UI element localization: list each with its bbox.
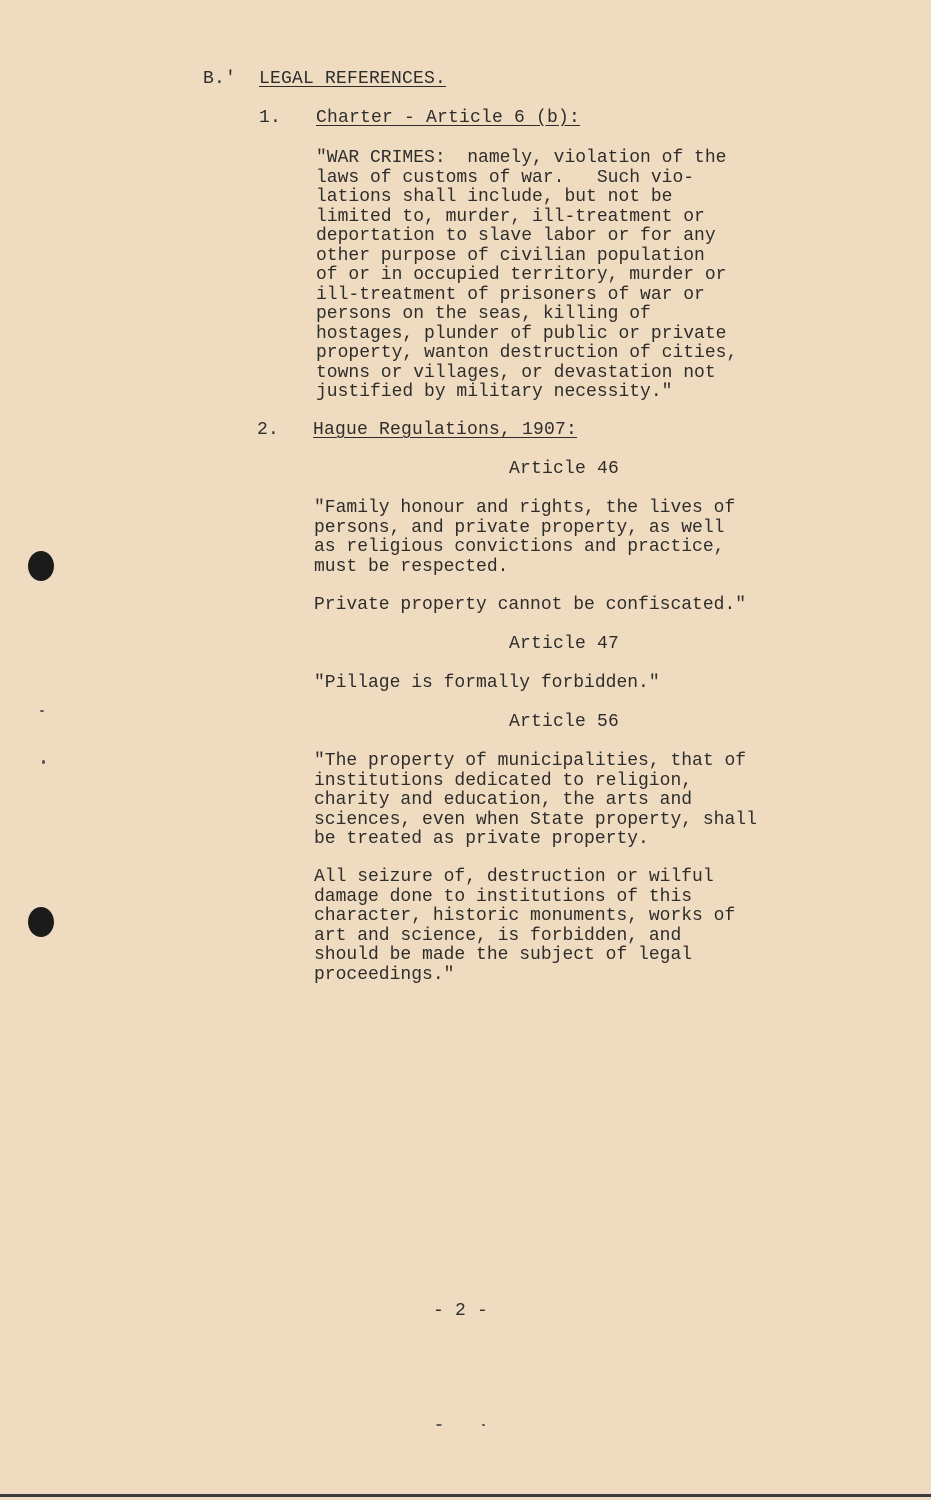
item-1-number: 1. (259, 108, 282, 128)
article-56-paragraph-1: "The property of municipalities, that of institutions dedicated to religion, charity and education, the arts and sciences, even when State property, shall be treated as private property. (314, 751, 757, 849)
item-1-heading: Charter - Article 6 (b): (316, 108, 581, 128)
item-2-number: 2. (257, 420, 280, 440)
page-bottom-edge (0, 1494, 931, 1497)
article-56-paragraph-2: All seizure of, destruction or wilful damage done to institutions of this character, historic monuments, works of art and science, is forbidden, and should be made the subject of legal proceedings." (314, 867, 736, 985)
article-46-paragraph-1: "Family honour and rights, the lives of persons, and private property, as well as religious convictions and practice, must be respected. (314, 498, 736, 577)
section-title: LEGAL REFERENCES. (259, 69, 447, 89)
paper-speck (436, 1424, 442, 1426)
article-46-paragraph-2: Private property cannot be confiscated." (314, 595, 747, 615)
section-prefix: B.' (203, 69, 237, 89)
paper-speck (42, 760, 45, 764)
article-56-title: Article 56 (509, 712, 620, 732)
paper-speck (40, 710, 44, 712)
binder-hole-bottom (28, 907, 54, 937)
article-47-title: Article 47 (509, 634, 620, 654)
binder-hole-top (28, 551, 54, 581)
charter-article-text: "WAR CRIMES: namely, violation of the laws of customs of war. Such vio- lations shall include, but not be limited to, murder, ill-treatment or deportation to slave labor or for any other purpose of civilian population of or in occupied territory, murder or ill-treatment of prisoners of war or persons on the seas, killing of hostages, plunder of public or private property, wanton destruction of cities, towns or villages, or devastation not justified by military necessity." (316, 148, 738, 402)
article-47-paragraph-1: "Pillage is formally forbidden." (314, 673, 660, 693)
item-2-heading: Hague Regulations, 1907: (313, 420, 578, 440)
paper-speck (482, 1424, 485, 1426)
article-46-title: Article 46 (509, 459, 620, 479)
page-number: - 2 - (433, 1301, 489, 1321)
